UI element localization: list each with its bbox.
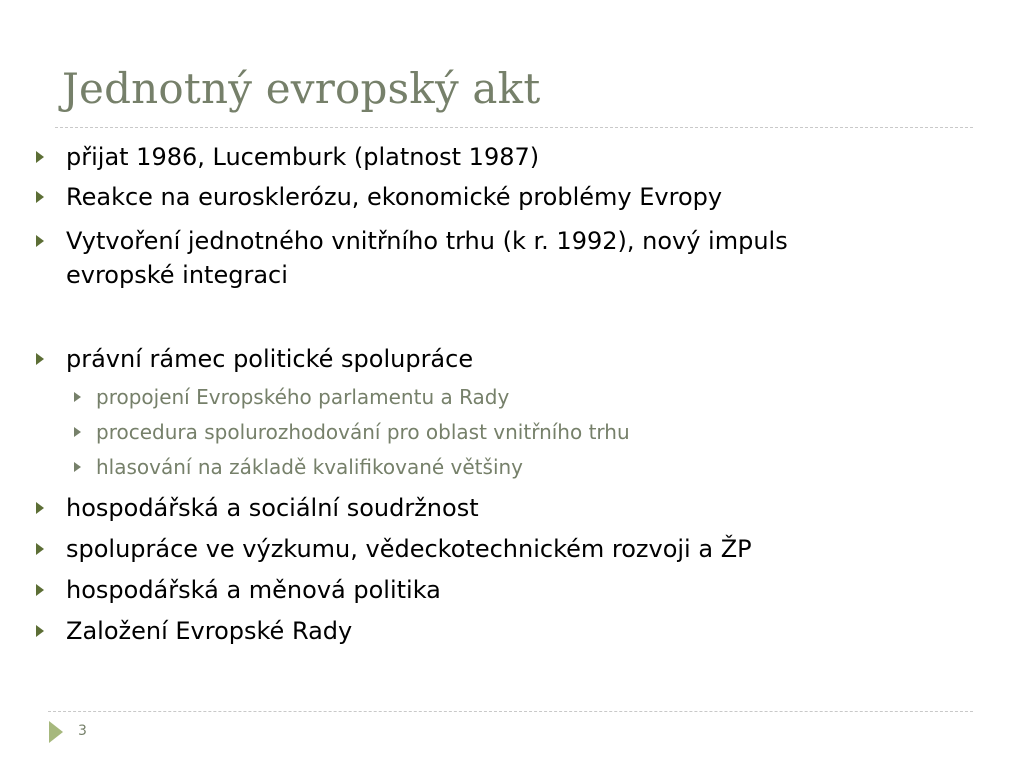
bullet-arrow-icon [36, 543, 44, 555]
bullet-item [66, 224, 788, 258]
sub-bullet-text: hlasování na základě kvalifikované většiny [96, 455, 524, 479]
bullet-arrow-icon [36, 191, 44, 203]
sub-bullet-text: propojení Evropského parlamentu a Rady [96, 385, 510, 409]
bullet-text: hospodářská a měnová politika [66, 576, 441, 604]
bullet-arrow-icon [36, 235, 44, 247]
bullet-item [66, 342, 473, 376]
bullet-text: hospodářská a sociální soudržnost [66, 494, 479, 522]
bullet-arrow-icon [36, 584, 44, 596]
sub-bullet-item [96, 453, 523, 481]
footer-divider [48, 711, 973, 712]
bullet-text: Vytvoření jednotného vnitřního trhu (k r. 1992), nový impuls [66, 227, 788, 255]
slide-title: Jednotný evropský akt [62, 64, 541, 113]
bullet-arrow-icon [36, 151, 44, 163]
bullet-item [66, 491, 479, 525]
sub-bullet-arrow-icon [74, 427, 81, 437]
bullet-text: právní rámec politické spolupráce [66, 345, 474, 373]
bullet-item [66, 140, 539, 174]
bullet-arrow-icon [36, 502, 44, 514]
bullet-text: Založení Evropské Rady [66, 617, 353, 645]
page-number: 3 [78, 723, 87, 739]
bullet-item [66, 532, 752, 566]
bullet-item [66, 573, 441, 607]
sub-bullet-text: procedura spolurozhodování pro oblast vnitřního trhu [96, 420, 630, 444]
bullet-text: přijat 1986, Lucemburk (platnost 1987) [66, 143, 540, 171]
footer-arrow-icon [49, 721, 63, 743]
bullet-item [66, 180, 722, 214]
bullet-text: spolupráce ve výzkumu, vědeckotechnickém rozvoji a ŽP [66, 535, 752, 563]
bullet-text-continuation: evropské integraci [66, 261, 288, 289]
sub-bullet-item [96, 418, 630, 446]
bullet-arrow-icon [36, 625, 44, 637]
bullet-arrow-icon [36, 353, 44, 365]
bullet-item [66, 614, 352, 648]
sub-bullet-item [96, 383, 509, 411]
sub-bullet-arrow-icon [74, 392, 81, 402]
sub-bullet-arrow-icon [74, 462, 81, 472]
bullet-text: Reakce na eurosklerózu, ekonomické problémy Evropy [66, 183, 723, 211]
